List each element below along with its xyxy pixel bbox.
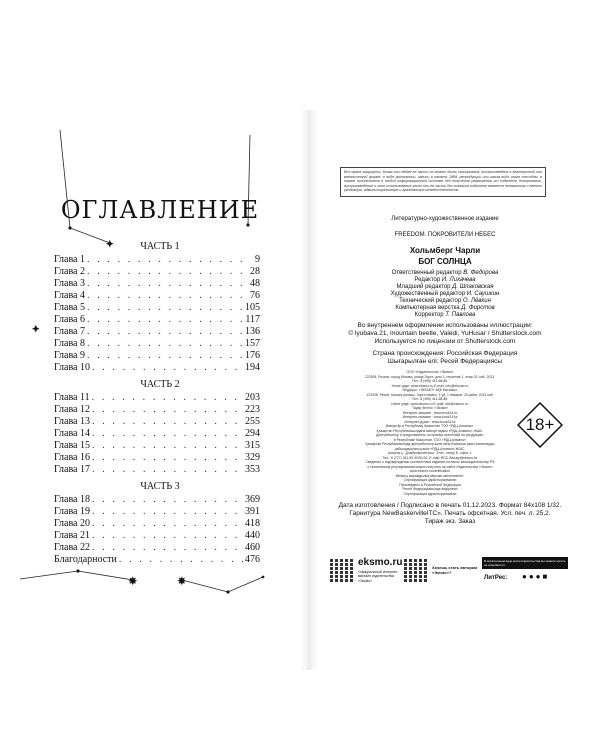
toc-entry[interactable]: [54, 440, 260, 452]
toc-entry-page: 28: [250, 266, 260, 277]
toc-entry-label: Глава 12: [54, 404, 90, 415]
toc-entry[interactable]: [54, 350, 260, 362]
toc-entry[interactable]: [54, 278, 260, 290]
print-info: [325, 502, 575, 526]
toc-entry-page: 136: [245, 326, 260, 337]
staff-role: Младший редактор: [396, 284, 451, 290]
staff-line: [330, 277, 560, 284]
toc-entry-page: 176: [245, 350, 260, 361]
star-icon: ✦: [32, 324, 40, 334]
toc-entry-page: 48: [250, 278, 260, 289]
staff-line: [330, 291, 560, 298]
publisher-line: 123308, Россия, город Москва, улица Зорге, дом 1, строение 1, этаж 20, каб. 2013.: [364, 374, 496, 379]
toc-entry-page: 294: [245, 428, 260, 439]
staff-name: Т. Павлова: [445, 312, 476, 318]
app-store-icons: ●●●■: [522, 572, 550, 581]
toc-entry-page: 369: [245, 494, 260, 505]
illustrations-line: Используется по лицензии от Shutterstock.com: [374, 338, 516, 345]
toc-entry-label: Глава 13: [54, 416, 90, 427]
toc-entry-label: Глава 22: [54, 542, 90, 553]
publisher-line: қабылдаушының өкілі «РДЦ-Алматы» ЖШС,: [394, 446, 465, 451]
toc-entry-label: Глава 5: [54, 302, 85, 313]
dot-leader: [92, 452, 243, 464]
print-info-line: Гарнитура NewBaskervilleITC». Печать офсетная. Усл. печ. л. 25,2.: [349, 510, 551, 517]
staff-line: [330, 312, 560, 319]
toc-entry[interactable]: [54, 542, 260, 554]
staff-line: [330, 284, 560, 291]
staff-line: [330, 298, 560, 305]
toc-entry-page: 105: [245, 302, 260, 313]
print-info-line: Дата изготовления / Подписано в печать 01.12.2023. Формат 84x108 1/32.: [338, 502, 562, 509]
toc-entry[interactable]: [54, 326, 260, 338]
toc-entry-label: Глава 2: [54, 266, 85, 277]
staff-name: И. Саушкин: [466, 291, 500, 297]
genre-label: Литературно-художественное издание: [391, 216, 499, 222]
publisher-line: в Республике Казахстан: ТОО «РДЦ-Алматы»: [393, 437, 467, 442]
toc-entry-label: Глава 20: [54, 518, 90, 529]
toc-entry[interactable]: [54, 302, 260, 314]
toc-part-heading: ЧАСТЬ 3: [140, 481, 180, 492]
dot-leader: [92, 494, 243, 506]
dot-leader: [87, 278, 244, 290]
toc-entry[interactable]: [54, 362, 260, 374]
publisher-line: 123308, Ресей, Мәскеу қаласы, Зорге көшесі, 1 үй, 1 ғимарат, 20 қабат, 2013 каб.: [366, 392, 494, 397]
staff-line: [330, 305, 560, 312]
dot-leader: [92, 464, 243, 476]
publisher-line: Тел.: 8 (495) 411-68-86.: [411, 379, 449, 383]
publisher-line: Импортёр в Республику Казахстан ТОО «РДЦ-Алматы».: [385, 424, 475, 428]
staff-name: О. Лёвкин: [462, 298, 491, 304]
toc-entry-label: Глава 21: [54, 530, 90, 541]
litres-banner: В электронном виде книги издательства вы можете купить на www.litres.ru: [482, 557, 568, 569]
publisher-line: Home page: www.eksmo.ru E-mail: info@eksmo.ru.: [391, 401, 469, 406]
dot-leader: [87, 314, 243, 326]
dot-leader: [92, 362, 243, 374]
toc-entry-label: Глава 19: [54, 506, 90, 517]
star-icon: ✦: [106, 239, 114, 249]
toc-entry-page: 440: [245, 530, 260, 541]
country-line: Шығарылған елі: Ресей Федерациясы: [387, 358, 503, 365]
publisher-line: Ресей Федерациясында өндірілген: [402, 487, 458, 491]
dot-leader: [87, 290, 244, 302]
toc-entry-page: 203: [245, 392, 260, 403]
toc-entry-label: Глава 4: [54, 290, 85, 301]
staff-role: Художественный редактор: [390, 291, 466, 297]
toc-entry[interactable]: [54, 392, 260, 404]
author-name: Хольмберг Чарли: [409, 246, 481, 255]
toc-entry[interactable]: [54, 404, 260, 416]
site-caption: Официальный интернет-магазин издательства «Эксмо»: [358, 570, 399, 583]
rights-notice: Все права защищены. Книга или любая ее часть не может быть скопирована, воспроизведена в электронной или механической форме, в виде фотокопии, записи в память ЭВМ, репродукции или каким-либо иным способом, а также использована в любой информационной системе без получения разрешения от издателя. Копирование, воспроизведение и иное использование книги или ее части без согласия издателя является незаконным и влечет уголовную, административную и гражданскую ответственность.: [340, 167, 546, 197]
toc-entry[interactable]: [54, 314, 260, 326]
toc-entry-page: 157: [245, 338, 260, 349]
publisher-line: Тел.: 8 (727) 251-59-90/91/92; E-mail: RDC-Almaty@eksmo.kz: [382, 455, 478, 460]
star-icon: ✸: [129, 576, 137, 586]
publisher-line: Қазақстан Республикасындағы импорттаушы «РДЦ-Алматы» ЖШС.: [376, 428, 484, 433]
toc-entry[interactable]: [54, 554, 260, 566]
country-line: Страна происхождения: Российская Федерация: [372, 350, 518, 357]
dot-leader: [92, 416, 243, 428]
book-title: БОГ СОЛНЦА: [418, 257, 472, 266]
publisher-line: Сведения о подтверждении соответствия издания согласно законодательству РФ: [365, 460, 495, 464]
publisher-line: Интернет-магазин : www.book24.ru: [402, 410, 458, 415]
qr-code-icon: [404, 558, 428, 582]
toc-part-heading: ЧАСТЬ 2: [140, 379, 180, 390]
toc-entry-page: 353: [245, 464, 260, 475]
toc-entry-page: 418: [245, 518, 260, 529]
toc-entry-page: 117: [245, 314, 260, 325]
toc-entry-page: 329: [245, 452, 260, 463]
toc-entry-page: 476: [245, 554, 260, 565]
toc-entry-label: Глава 11: [54, 392, 90, 403]
publisher-line: www.eksmo.ru/certification: [409, 469, 451, 473]
toc-entry-label: Глава 10: [54, 362, 90, 373]
dot-leader: [92, 404, 243, 416]
toc-entry[interactable]: [54, 338, 260, 350]
age-rating-badge: [517, 402, 563, 448]
toc-part-heading: ЧАСТЬ 1: [140, 241, 180, 252]
toc-entry-label: Глава 9: [54, 350, 85, 361]
publisher-line: о техническом регулировании можно получить на сайте Издательства «Эксмо»: [367, 464, 493, 469]
toc-entry-page: 315: [245, 440, 260, 451]
dot-leader: [92, 542, 243, 554]
dot-leader: [92, 428, 243, 440]
eksmo-site-link[interactable]: eksmo.ru: [358, 557, 403, 568]
staff-role: Ответственный редактор: [391, 270, 462, 276]
toc-entry-page: 460: [245, 542, 260, 553]
publisher-line: Өндіруші: «ЭКСМО» АҚБ Баспасы,: [402, 388, 458, 392]
country-of-origin: [330, 350, 560, 366]
dot-leader: [87, 326, 243, 338]
dot-leader: [87, 338, 243, 350]
toc-entry[interactable]: [54, 518, 260, 530]
toc-entry-label: Глава 1: [54, 254, 85, 265]
toc-entry-page: 9: [255, 254, 260, 265]
publisher-line: Home page: www.eksmo.ru E-mail: info@eksmo.ru: [391, 383, 469, 388]
toc-entry[interactable]: [54, 530, 260, 542]
toc-entry-page: 223: [245, 404, 260, 415]
toc-title: ОГЛАВЛЕНИЕ: [60, 196, 260, 224]
toc-entry-label: Глава 16: [54, 452, 90, 463]
star-icon: ✸: [178, 576, 186, 586]
dot-leader: [92, 392, 243, 404]
dot-leader: [92, 440, 243, 452]
dot-leader: [87, 266, 244, 278]
staff-line: [330, 270, 560, 277]
toc-entry[interactable]: [54, 290, 260, 302]
publisher-line: Өнімнің жарамдылық мерзімі шектелмеген.: [395, 473, 465, 478]
publisher-line: Қазақстан Республикасында дистрибьютор және өнім бойынша арыз-талаптарды: [365, 442, 495, 446]
toc-entry[interactable]: [54, 428, 260, 440]
staff-role: Компьютерная верстка: [395, 305, 460, 311]
litres-logo: ЛитРес:: [484, 575, 508, 581]
toc-entry[interactable]: [54, 266, 260, 278]
publisher-line: ООО «Издательство «Эксмо»: [406, 370, 454, 374]
publisher-line: Сертификация қарастырылмаған: [403, 478, 457, 482]
toc-entry-page: 76: [250, 290, 260, 301]
publisher-line: Интернет-магазин : www.book24.kz: [402, 415, 458, 419]
staff-name: В. Федорова: [463, 270, 499, 276]
illustrations-line: Во внутреннем оформлении использованы иллюстрации:: [357, 322, 533, 329]
publisher-info: [345, 370, 515, 496]
staff-name: Д. Фирстов: [461, 305, 495, 311]
toc-entry[interactable]: [54, 254, 260, 266]
toc-entry-label: Глава 14: [54, 428, 90, 439]
toc-entry-page: 194: [245, 362, 260, 373]
staff-role: Корректор: [414, 312, 444, 318]
dot-leader: [87, 302, 243, 314]
toc-entry-label: Глава 15: [54, 440, 90, 451]
staff-role: Технический редактор: [399, 298, 462, 304]
toc-entry-label: Глава 17: [54, 464, 90, 475]
publisher-line: Тауар белгісі: «Эксмо»: [412, 406, 448, 410]
dot-leader: [87, 350, 243, 362]
print-info-line: Тираж экз. Заказ: [424, 518, 476, 525]
dot-leader: [119, 554, 243, 566]
staff-role: Редактор: [414, 277, 441, 283]
toc-entry[interactable]: [54, 506, 260, 518]
toc-entry-label: Глава 3: [54, 278, 85, 289]
toc-entry-label: Благодарности: [54, 554, 117, 565]
toc-entry-label: Глава 7: [54, 326, 85, 337]
publisher-line: Интернет-дүкен : www.book24.kz: [404, 419, 456, 424]
publisher-line: Тел.: 8 (495) 411-68-86.: [411, 397, 449, 401]
toc-entry-page: 391: [245, 506, 260, 517]
toc-entry-page: 255: [245, 416, 260, 427]
age-rating-text: 18+: [525, 415, 555, 434]
dot-leader: [87, 254, 244, 266]
toc-entry-label: Глава 18: [54, 494, 90, 505]
toc-entry-label: Глава 6: [54, 314, 85, 325]
toc-entry-label: Глава 8: [54, 338, 85, 349]
footer-banner: [330, 555, 580, 587]
dot-leader: [92, 506, 243, 518]
illustrations-credit: [330, 322, 560, 346]
series-label: FREEDOM. ПОКРОВИТЕЛИ НЕБЕС: [394, 232, 496, 238]
publisher-line: Произведено в Российской Федерации: [399, 482, 461, 487]
qr-code-icon: [330, 558, 354, 582]
dot-leader: [92, 518, 243, 530]
staff-name: И. Лихачева: [441, 277, 476, 283]
author-cta: Хочешь стать автором «Эксмо»?: [432, 565, 478, 575]
publisher-line: Дистрибьютор и представитель по приему претензий на продукцию,: [376, 433, 484, 437]
staff-list: [330, 270, 560, 319]
toc-entry[interactable]: [54, 464, 260, 476]
dot-leader: [92, 530, 243, 542]
illustrations-line: © lyubava.21, mountain beetle, Valedi, YuHusar / Shutterstock.com: [348, 330, 542, 337]
publisher-line: Алматы қ., Домбровский көш., 3«а», литер Б, офис 1.: [387, 451, 473, 455]
toc-entry[interactable]: [54, 416, 260, 428]
toc-entry[interactable]: [54, 452, 260, 464]
staff-name: Д. Шпаковская: [452, 284, 494, 290]
publisher-line: Сертификация қарастырылмаған: [403, 491, 457, 496]
toc-entry[interactable]: [54, 494, 260, 506]
